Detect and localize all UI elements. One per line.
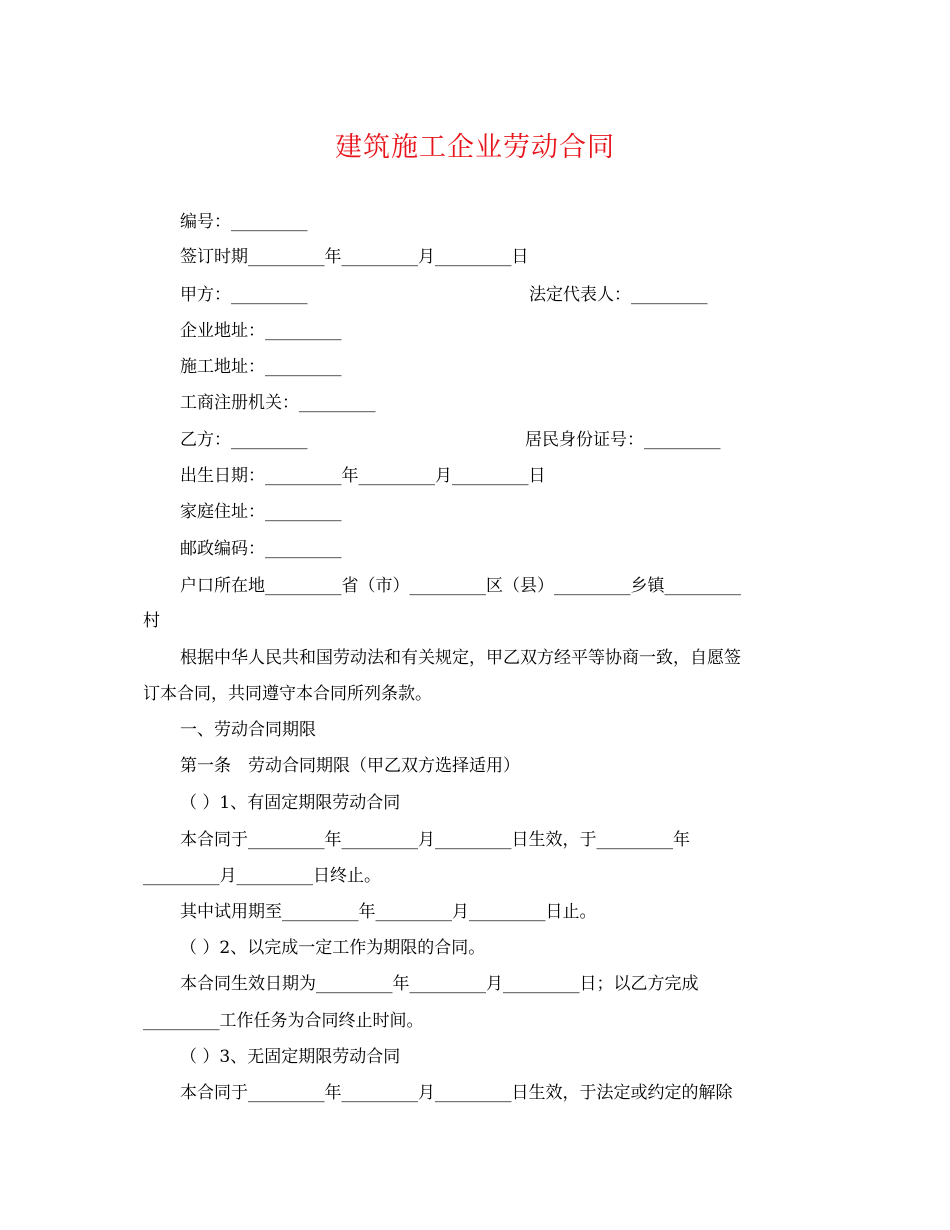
company-address-line: 企业地址：_________ [180, 321, 342, 341]
option-3-effective-line: 本合同于_________年_________月_________日生效，于法定或约定的解除 [180, 1083, 733, 1103]
registration-authority-line: 工商注册机关：_________ [180, 393, 376, 413]
construction-address-line: 施工地址：_________ [180, 357, 342, 377]
option-1-effective-line: 本合同于_________年_________月_________日生效，于_________年 [180, 830, 690, 850]
birth-date-line: 出生日期：_________年_________月_________日 [180, 466, 546, 486]
home-address-line: 家庭住址：_________ [180, 502, 342, 522]
option-1-heading: （ ）1、有固定期限劳动合同 [180, 793, 401, 813]
household-registration-line: 户口所在地_________省（市）_________区（县）_________乡镇_________ [180, 576, 741, 596]
option-2-task-line: _________工作任务为合同终止时间。 [143, 1011, 424, 1031]
household-registration-cont: 村 [143, 611, 160, 631]
id-number-line: 居民身份证号：_________ [525, 430, 721, 450]
option-2-heading: （ ）2、以完成一定工作为期限的合同。 [180, 938, 486, 958]
legal-representative-line: 法定代表人：_________ [529, 285, 708, 305]
party-b-line: 乙方：_________ [180, 430, 308, 450]
option-2-effective-line: 本合同生效日期为_________年_________月_________日；以乙方完成 [180, 974, 699, 994]
option-3-heading: （ ）3、无固定期限劳动合同 [180, 1047, 401, 1067]
preamble-line-1: 根据中华人民共和国劳动法和有关规定，甲乙双方经平等协商一致，自愿签 [180, 648, 741, 668]
probation-line: 其中试用期至_________年_________月_________日止。 [180, 902, 597, 922]
option-1-termination-line: _________月_________日终止。 [143, 866, 381, 886]
article-1-heading: 第一条 劳动合同期限（甲乙双方选择适用） [180, 756, 520, 776]
contract-number-line: 编号：_________ [180, 212, 308, 232]
party-a-line: 甲方：_________ [180, 285, 308, 305]
signing-date-line: 签订时期_________年_________月_________日 [180, 247, 529, 267]
postal-code-line: 邮政编码：_________ [180, 539, 342, 559]
preamble-line-2: 订本合同，共同遵守本合同所列条款。 [143, 684, 432, 704]
section-heading-term: 一、劳动合同期限 [180, 720, 316, 740]
document-title: 建筑施工企业劳动合同 [335, 132, 615, 163]
